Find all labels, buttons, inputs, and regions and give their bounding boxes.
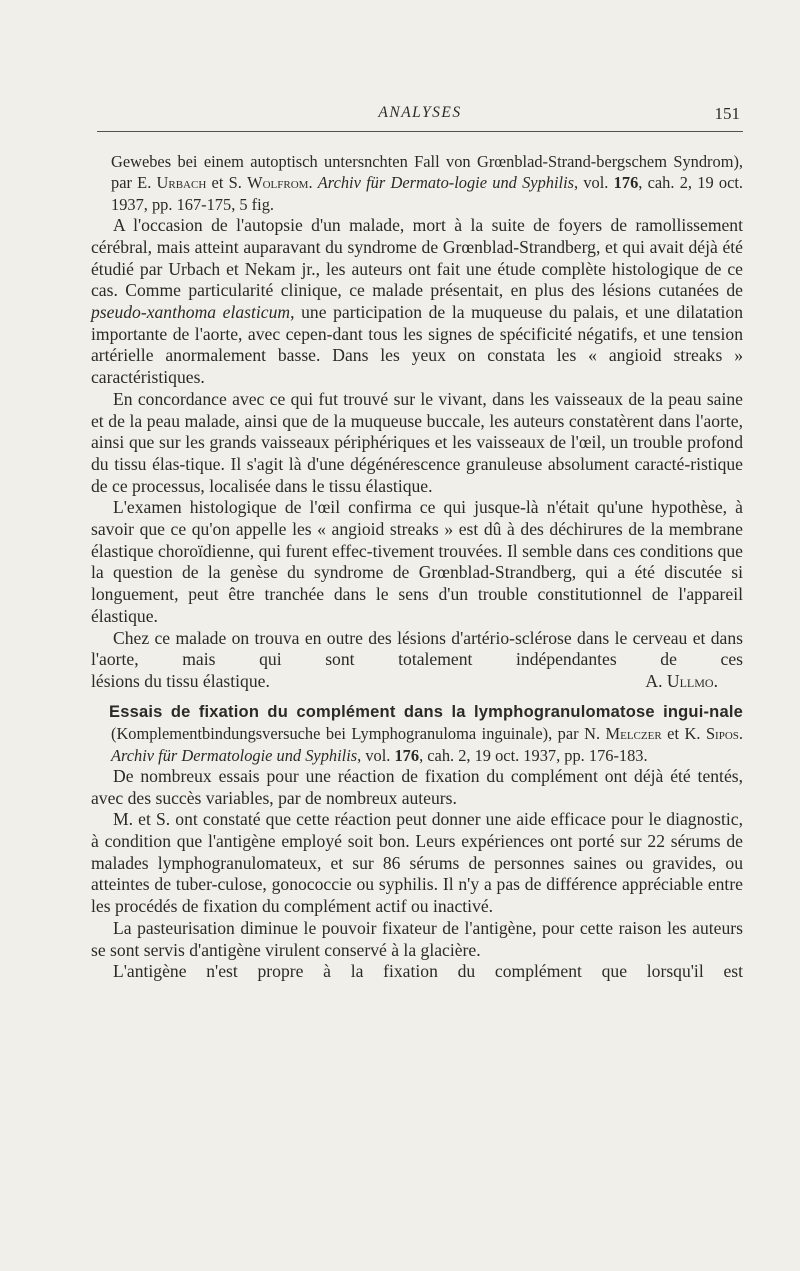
- review2-author1: Melczer: [605, 724, 662, 744]
- review1-ref-part1: Gewebes bei einem autoptisch untersnchten Fall von Grœnblad-Strand-bergschem Syndrom), par E.: [111, 152, 743, 193]
- review1-ref-part3: .: [308, 173, 318, 193]
- review1-author2: Wolfrom: [247, 173, 309, 193]
- page-body: [91, 151, 743, 983]
- review2-paragraph-2: M. et S. ont constaté que cette réaction peut donner une aide efficace pour le diagnostic, à condition que l'antigène employé soit bon. Leurs expériences ont porté sur 22 sérums de malades lymphogranulomateux, et sur 86 sérums de personnes saines ou gravides, ou atteintes de tuber-culose, gonococcie ou syphilis. Il n'y a pas de différence appréciable entre les procédés de fixation du complément actif ou inactivé.: [91, 809, 743, 917]
- review2-reference: [91, 701, 743, 766]
- review1-para4-end: lésions du tissu élastique.: [91, 670, 270, 691]
- review1-paragraph-4: Chez ce malade on trouva en outre des lésions d'artério-sclérose dans le cerveau et dans l'aorte, mais qui sont totalement indépendantes de ces: [91, 627, 743, 670]
- review1-author1: Urbach: [156, 173, 207, 193]
- review2-ref-part5: , cah. 2, 19 oct. 1937, pp. 176-183.: [419, 745, 648, 765]
- review1-ref-part4: , vol.: [574, 173, 614, 193]
- review2-author2: Sipos: [705, 724, 739, 744]
- header-rule: [97, 131, 743, 132]
- review2-ref-part3: .: [738, 724, 744, 744]
- review1-paragraph-1: [91, 215, 743, 389]
- review1-para1-text-b: , une participation de la muqueuse du palais, et une dilatation importante de l'aorte, avec cepen-dant tous les signes de spécificité négatifs, et une tension artérielle anormalement basse. Dans les yeux on constata les « angioid streaks » caractéristiques.: [91, 302, 744, 388]
- review2-paragraph-1: De nombreux essais pour une réaction de fixation du complément ont déjà été tentés, avec des succès variables, par de nombreux auteurs.: [91, 765, 743, 808]
- review1-journal: Archiv für Dermato-logie und Syphilis: [317, 173, 575, 193]
- review2-ref-part4: , vol.: [357, 745, 395, 765]
- review2-paragraph-3: La pasteurisation diminue le pouvoir fixateur de l'antigène, pour cette raison les auteurs se sont servis d'antigène virulent conservé à la glacière.: [91, 917, 743, 960]
- review2-paragraph-4: L'antigène n'est propre à la fixation du complément que lorsqu'il est: [113, 961, 743, 982]
- review2-ref-part1: (Komplementbindungsversuche bei Lymphogranuloma inguinale), par N.: [111, 724, 606, 744]
- review1-signoff: [91, 671, 743, 693]
- review1-ref-part5: , cah. 2, 19 oct. 1937, pp. 167-175, 5 fig.: [111, 173, 744, 214]
- page-number: 151: [714, 104, 740, 123]
- review2-title: Essais de fixation du complément dans la lymphogranulomatose ingui-nale: [109, 702, 743, 721]
- review1-signature: A. Ullmo.: [645, 670, 718, 691]
- review1-paragraph-2: En concordance avec ce qui fut trouvé sur le vivant, dans les vaisseaux de la peau saine et de la peau malade, ainsi que de la muqueuse buccale, les auteurs constatèrent dans l'aorte, ainsi que sur les grands vaisseaux périphériques et les vaisseaux de l'œil, un trouble profond du tissu élas-tique. Il s'agit là d'une dégénérescence granuleuse absolument caracté-ristique de ce processus, localisée dans le tissu élastique.: [91, 388, 743, 496]
- review2-journal: Archiv für Dermatologie und Syphilis: [111, 745, 358, 765]
- section-gap: [91, 693, 743, 701]
- review1-para1-italic: pseudo-xanthoma elasticum: [91, 302, 291, 323]
- review1-reference: [91, 151, 743, 215]
- review1-volume: 176: [613, 173, 639, 193]
- review1-ref-part2: et S.: [206, 173, 248, 193]
- page-header: [97, 102, 743, 128]
- running-title: ANALYSES: [378, 104, 462, 121]
- review2-ref-part2: et K.: [661, 724, 706, 744]
- review1-para1-text-a: A l'occasion de l'autopsie d'un malade, mort à la suite de foyers de ramollissement cérébral, mais atteint auparavant du syndrome de Grœnblad-Strandberg, et qui avait déjà été étudié par Urbach et Nekam jr., les auteurs ont fait une étude complète histologique de ce cas. Comme particularité clinique, ce malade présentait, en plus des lésions cutanées de: [91, 215, 743, 301]
- review1-paragraph-3: L'examen histologique de l'œil confirma ce qui jusque-là n'était qu'une hypothèse, à savoir que ce qu'on appelle les « angioid streaks » est dû à des déchirures de la membrane élastique choroïdienne, qui furent effec-tivement trouvées. Il semble dans ces conditions que la question de la genèse du syndrome de Grœnblad-Strandberg, qui a été discutée si longuement, peut être tranchée dans le sens d'un trouble constitutionnel de l'appareil élastique.: [91, 497, 743, 626]
- review2-volume: 176: [394, 745, 420, 765]
